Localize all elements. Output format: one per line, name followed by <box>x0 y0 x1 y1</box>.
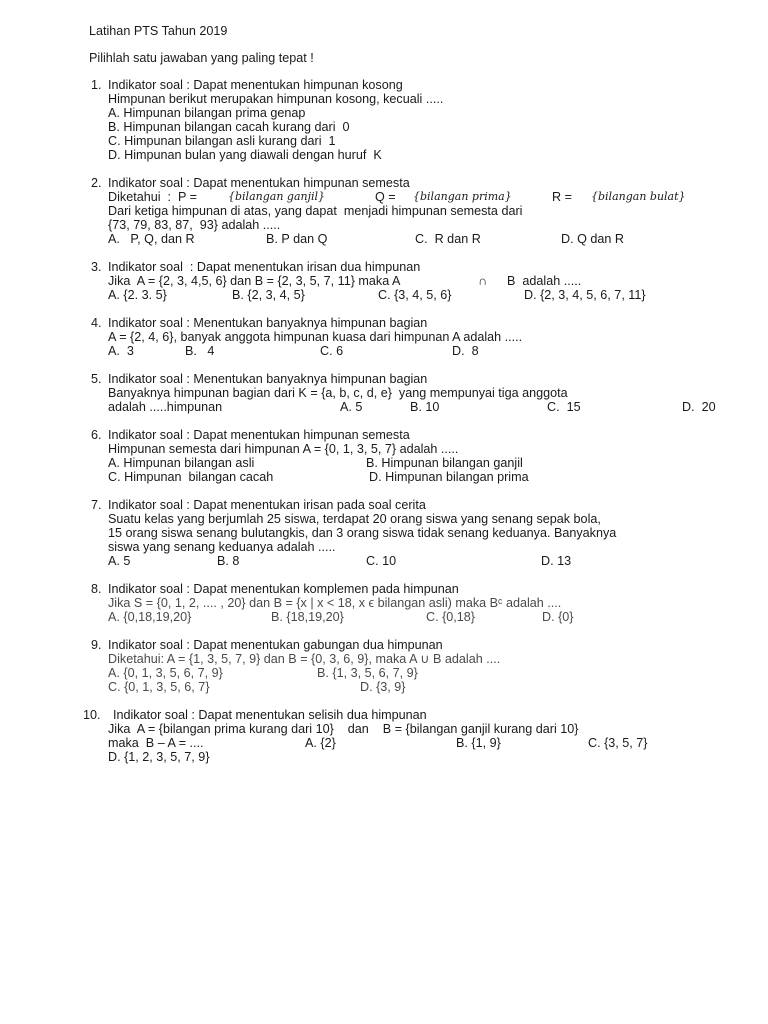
question-text-cont: adalah .....himpunan <box>108 400 223 414</box>
option-c: C. 6 <box>320 344 344 358</box>
option-a: A. {2. 3. 5} <box>108 288 167 302</box>
question-number: 9. <box>91 638 102 652</box>
option-d: D. {2, 3, 4, 5, 6, 7, 11} <box>524 288 646 302</box>
question-text-cont: siswa yang senang keduanya adalah ..... <box>108 540 336 554</box>
question-text: Suatu kelas yang berjumlah 25 siswa, terdapat 20 orang siswa yang senang sepak bola, <box>108 512 601 526</box>
option-a: A. 5 <box>108 554 131 568</box>
question-text: A = {2, 4, 6}, banyak anggota himpunan kuasa dari himpunan A adalah ..... <box>108 330 523 344</box>
question-indicator: Indikator soal : Dapat menentukan himpunan semesta <box>108 428 410 442</box>
page-title: Latihan PTS Tahun 2019 <box>89 24 228 38</box>
question-text: Jika S = {0, 1, 2, .... , 20} dan B = {x | x < 18, x ϵ bilangan asli) maka Bᶜ adalah .... <box>108 596 562 610</box>
question-number: 2. <box>91 176 102 190</box>
question-text: Banyaknya himpunan bagian dari K = {a, b, c, d, e} yang mempunyai tiga anggota <box>108 386 568 400</box>
question-indicator: Indikator soal : Dapat menentukan himpunan semesta <box>108 176 410 190</box>
option-b: B. 8 <box>217 554 240 568</box>
option-c: C. Himpunan bilangan asli kurang dari 1 <box>108 134 336 148</box>
question-text-cont: {73, 79, 83, 87, 93} adalah ..... <box>108 218 281 232</box>
question-indicator: Indikator soal : Dapat menentukan selisih dua himpunan <box>113 708 427 722</box>
option-d: D. Q dan R <box>561 232 624 246</box>
r-label: R = <box>552 190 572 204</box>
option-d: D. Himpunan bilangan prima <box>369 470 529 484</box>
question-number: 4. <box>91 316 102 330</box>
option-c: C. {3, 4, 5, 6} <box>378 288 452 302</box>
question-number: 10. <box>83 708 101 722</box>
option-d: D. {0} <box>542 610 574 624</box>
question-text: Himpunan berikut merupakan himpunan kosong, kecuali ..... <box>108 92 444 106</box>
question-number: 3. <box>91 260 102 274</box>
option-c: C. Himpunan bilangan cacah <box>108 470 274 484</box>
option-c: C. 15 <box>547 400 581 414</box>
option-b: B. {2, 3, 4, 5} <box>232 288 305 302</box>
option-c: C. {0,18} <box>426 610 476 624</box>
option-c: C. R dan R <box>415 232 481 246</box>
given-label: Diketahui : P = <box>108 190 198 204</box>
instruction: Pilihlah satu jawaban yang paling tepat ! <box>89 51 314 65</box>
question-text: Jika A = {bilangan prima kurang dari 10} dan B = {bilangan ganjil kurang dari 10} <box>108 722 579 736</box>
question-number: 5. <box>91 372 102 386</box>
option-d: D. {1, 2, 3, 5, 7, 9} <box>108 750 210 764</box>
option-b: B. 10 <box>410 400 440 414</box>
question-indicator: Indikator soal : Dapat menentukan komplemen pada himpunan <box>108 582 459 596</box>
set-r: {bilangan bulat} <box>591 190 686 203</box>
option-c: C. 10 <box>366 554 397 568</box>
question-indicator: Indikator soal : Dapat menentukan gabungan dua himpunan <box>108 638 443 652</box>
option-a: A. P, Q, dan R <box>108 232 195 246</box>
question-number: 1. <box>91 78 102 92</box>
option-b: B. {1, 9} <box>456 736 501 750</box>
option-b: B. Himpunan bilangan ganjil <box>366 456 523 470</box>
intersection-symbol: ∩ <box>478 274 488 288</box>
option-c: C. {0, 1, 3, 5, 6, 7} <box>108 680 210 694</box>
option-b: B. Himpunan bilangan cacah kurang dari 0 <box>108 120 350 134</box>
option-a: A. {2} <box>305 736 336 750</box>
question-text-cont: 15 orang siswa senang bulutangkis, dan 3 orang siswa tidak senang keduanya. Banyaknya <box>108 526 617 540</box>
question-text: Dari ketiga himpunan di atas, yang dapat menjadi himpunan semesta dari <box>108 204 523 218</box>
question-text-cont: maka B – A = .... <box>108 736 204 750</box>
option-a: A. Himpunan bilangan asli <box>108 456 255 470</box>
option-a: A. Himpunan bilangan prima genap <box>108 106 306 120</box>
question-number: 8. <box>91 582 102 596</box>
option-d: D. 20 <box>682 400 716 414</box>
q-label: Q = <box>375 190 396 204</box>
question-indicator: Indikator soal : Dapat menentukan himpunan kosong <box>108 78 403 92</box>
question-indicator: Indikator soal : Dapat menentukan irisan dua himpunan <box>108 260 421 274</box>
question-indicator: Indikator soal : Menentukan banyaknya himpunan bagian <box>108 316 428 330</box>
question-text: Himpunan semesta dari himpunan A = {0, 1, 3, 5, 7} adalah ..... <box>108 442 459 456</box>
option-a: A. 3 <box>108 344 134 358</box>
option-a: A. {0,18,19,20} <box>108 610 192 624</box>
set-p: {bilangan ganjil} <box>228 190 326 203</box>
option-a: A. {0, 1, 3, 5, 6, 7, 9} <box>108 666 223 680</box>
option-b: B. 4 <box>185 344 215 358</box>
option-b: B. {18,19,20} <box>271 610 344 624</box>
set-q: {bilangan prima} <box>413 190 512 203</box>
question-text: Diketahui: A = {1, 3, 5, 7, 9} dan B = {0, 3, 6, 9}, maka A ∪ B adalah .... <box>108 652 501 666</box>
question-text: Jika A = {2, 3, 4,5, 6} dan B = {2, 3, 5, 7, 11} maka A <box>108 274 401 288</box>
question-indicator: Indikator soal : Menentukan banyaknya himpunan bagian <box>108 372 428 386</box>
question-text-end: B adalah ..... <box>507 274 582 288</box>
option-d: D. {3, 9} <box>360 680 406 694</box>
question-indicator: Indikator soal : Dapat menentukan irisan pada soal cerita <box>108 498 426 512</box>
question-number: 6. <box>91 428 102 442</box>
option-d: D. 8 <box>452 344 479 358</box>
option-d: D. 13 <box>541 554 572 568</box>
option-a: A. 5 <box>340 400 363 414</box>
option-b: B. {1, 3, 5, 6, 7, 9} <box>317 666 418 680</box>
option-b: B. P dan Q <box>266 232 328 246</box>
question-number: 7. <box>91 498 102 512</box>
option-d: D. Himpunan bulan yang diawali dengan huruf K <box>108 148 382 162</box>
option-c: C. {3, 5, 7} <box>588 736 648 750</box>
